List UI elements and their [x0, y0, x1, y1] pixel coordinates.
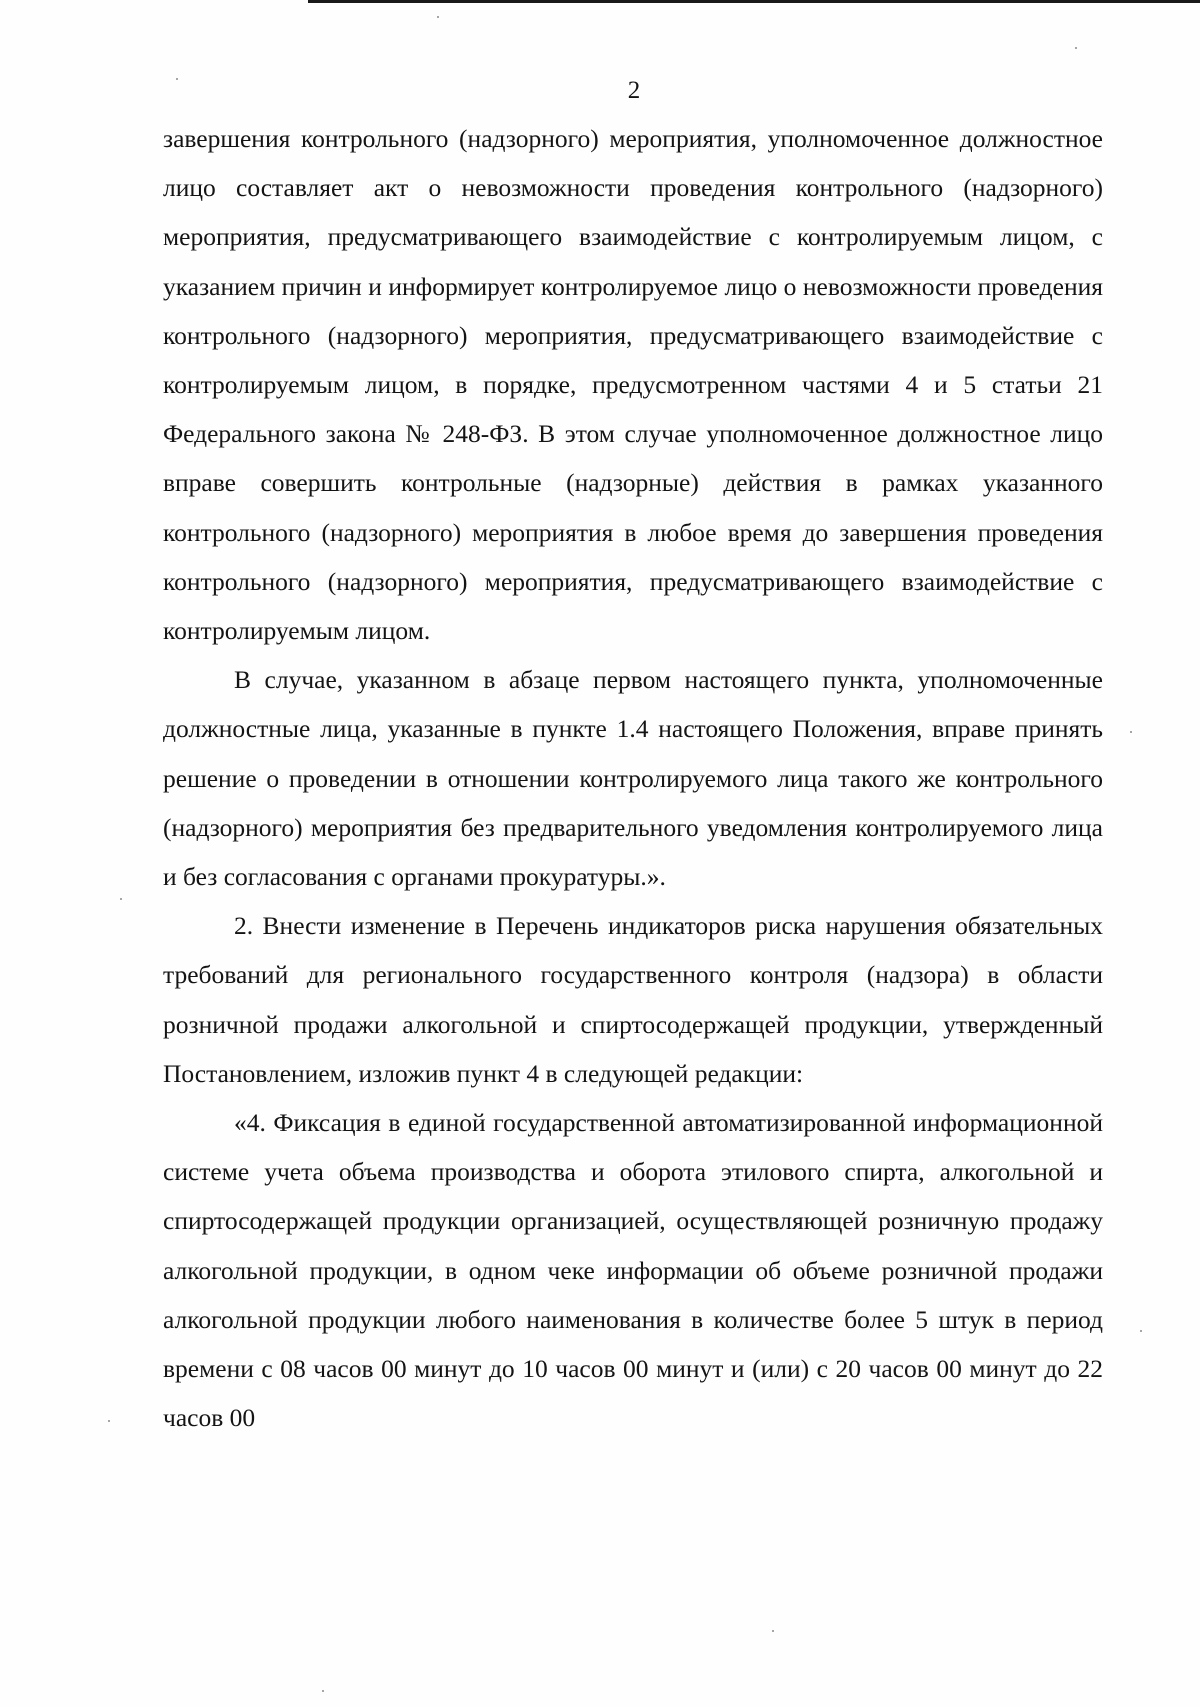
scan-top-edge-line [308, 0, 1200, 3]
scan-speck [1140, 1330, 1142, 1332]
paragraph-case: В случае, указанном в абзаце первом настоящего пункта, уполномоченные должностные лица, указанные в пункте 1.4 настоящего Положения, вправе принять решение о проведении в отношении контролируемого лица такого же контрольного (надзорного) мероприятия без предварительного уведомления контролируемого лица и без согласования с органами прокуратуры.». [163, 665, 1103, 892]
paragraph-item-2: 2. Внести изменение в Перечень индикаторов риска нарушения обязательных требований для регионального государственного контроля (надзора) в области розничной продажи алкогольной и спиртосодержащей продукции, утвержденный Постановлением, изложив пункт 4 в следующей редакции: [163, 911, 1103, 1088]
scan-speck [322, 1690, 324, 1692]
paragraph-item-4-quote: «4. Фиксация в единой государственной автоматизированной информационной системе учета объема производства и оборота этилового спирта, алкогольной и спиртосодержащей продукции организацией, осуществляющей розничную продажу алкогольной продукции, в одном чеке информации об объеме розничной продажи алкогольной продукции любого наименования в количестве более 5 штук в период времени с 08 часов 00 минут до 10 часов 00 минут и (или) с 20 часов 00 минут до 22 часов 00 [163, 1108, 1103, 1433]
scan-speck [437, 16, 439, 18]
paragraph-continuation: завершения контрольного (надзорного) мероприятия, уполномоченное должностное лицо составляет акт о невозможности проведения контрольного (надзорного) мероприятия, предусматривающего взаимодействие с контролируемым лицом, с указанием причин и информирует контролируемое лицо о невозможности проведения контрольного (надзорного) мероприятия, предусматривающего взаимодействие с контролируемым лицом, в порядке, предусмотренном частями 4 и 5 статьи 21 Федерального закона № 248-ФЗ. В этом случае уполномоченное должностное лицо вправе совершить контрольные (надзорные) действия в рамках указанного контрольного (надзорного) мероприятия в любое время до завершения проведения контрольного (надзорного) мероприятия, предусматривающего взаимодействие с контролируемым лицом. [163, 124, 1103, 646]
scan-speck [108, 1420, 110, 1422]
scan-speck [772, 1630, 774, 1632]
scan-speck [1130, 731, 1132, 733]
scan-speck [1075, 47, 1077, 49]
page-number: 2 [627, 77, 641, 104]
document-body [163, 114, 1103, 1442]
scan-speck [120, 898, 122, 900]
